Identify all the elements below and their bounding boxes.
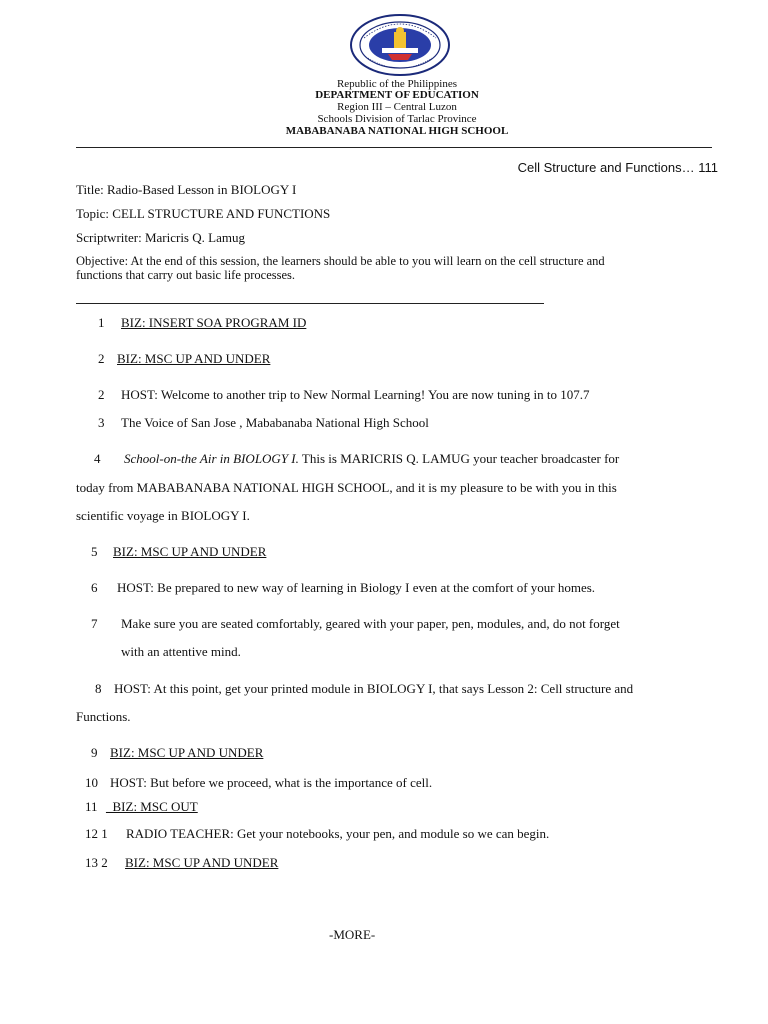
objective-line-1: Objective: At the end of this session, the learners should be able to you will learn on the cell structure and xyxy=(76,254,605,268)
line-number: 13 2 xyxy=(85,855,108,870)
script-cue: BIZ: MSC UP AND UNDER xyxy=(113,544,267,559)
header-region: Region III – Central Luzon xyxy=(337,101,457,113)
line-number: 11 xyxy=(85,799,98,814)
script-line: RADIO TEACHER: Get your notebooks, your pen, and module so we can begin. xyxy=(126,826,550,841)
objective-divider xyxy=(76,303,544,304)
scriptwriter: Scriptwriter: Maricris Q. Lamug xyxy=(76,230,245,245)
line-number: 7 xyxy=(91,616,98,631)
objective-line-2: functions that carry out basic life processes. xyxy=(76,268,296,282)
script-line: HOST: Be prepared to new way of learning in Biology I even at the comfort of your homes. xyxy=(117,580,596,595)
page-footer-more: -MORE- xyxy=(329,927,376,942)
header-republic: Republic of the Philippines xyxy=(336,78,458,90)
script-line: today from MABABANABA NATIONAL HIGH SCHOOL, and it is my pleasure to be with you in this xyxy=(76,480,617,495)
script-cue: BIZ: INSERT SOA PROGRAM ID xyxy=(121,315,307,330)
script-line: HOST: Welcome to another trip to New Normal Learning! You are now tuning in to 107.7 xyxy=(121,387,590,402)
script-line: with an attentive mind. xyxy=(121,644,241,659)
line-number: 10 xyxy=(85,775,98,790)
line-number: 5 xyxy=(91,544,98,559)
script-cue: BIZ: MSC UP AND UNDER xyxy=(117,351,271,366)
line-number: 9 xyxy=(91,745,98,760)
script-cue: BIZ: MSC UP AND UNDER xyxy=(110,745,264,760)
header-division: Schools Division of Tarlac Province xyxy=(317,113,477,125)
script-line: scientific voyage in BIOLOGY I. xyxy=(76,508,250,523)
program-name: School-on-the Air in BIOLOGY I. xyxy=(124,451,299,466)
lesson-topic: Topic: CELL STRUCTURE AND FUNCTIONS xyxy=(76,206,331,221)
script-cue: _BIZ: MSC OUT xyxy=(106,799,198,814)
script-line: Make sure you are seated comfortably, geared with your paper, pen, modules, and, do not forget xyxy=(121,616,620,631)
line-number: 4 xyxy=(94,451,101,466)
lesson-title: Title: Radio-Based Lesson in BIOLOGY I xyxy=(76,182,297,197)
script-line xyxy=(124,451,619,467)
script-line: Functions. xyxy=(76,709,131,724)
script-line: HOST: At this point, get your printed module in BIOLOGY I, that says Lesson 2: Cell structure and xyxy=(114,681,634,696)
line-number: 3 xyxy=(98,415,105,430)
header-school: MABABANABA NATIONAL HIGH SCHOOL xyxy=(285,125,509,137)
line-number: 2 xyxy=(98,351,105,366)
script-cue: BIZ: MSC UP AND UNDER xyxy=(125,855,279,870)
script-line: The Voice of San Jose , Mababanaba National High School xyxy=(121,415,429,430)
script-line: HOST: But before we proceed, what is the importance of cell. xyxy=(110,775,433,790)
header-department: DEPARTMENT OF EDUCATION xyxy=(315,89,479,101)
deped-seal-logo xyxy=(350,14,450,76)
running-title: Cell Structure and Functions… 111 xyxy=(517,160,718,175)
line-number: 2 xyxy=(98,387,105,402)
line-number: 8 xyxy=(95,681,102,696)
line-number: 12 1 xyxy=(85,826,108,841)
header-divider xyxy=(76,147,712,148)
line-number: 6 xyxy=(91,580,98,595)
script-line-text: This is MARICRIS Q. LAMUG your teacher broadcaster for xyxy=(298,451,620,466)
line-number: 1 xyxy=(98,315,105,330)
